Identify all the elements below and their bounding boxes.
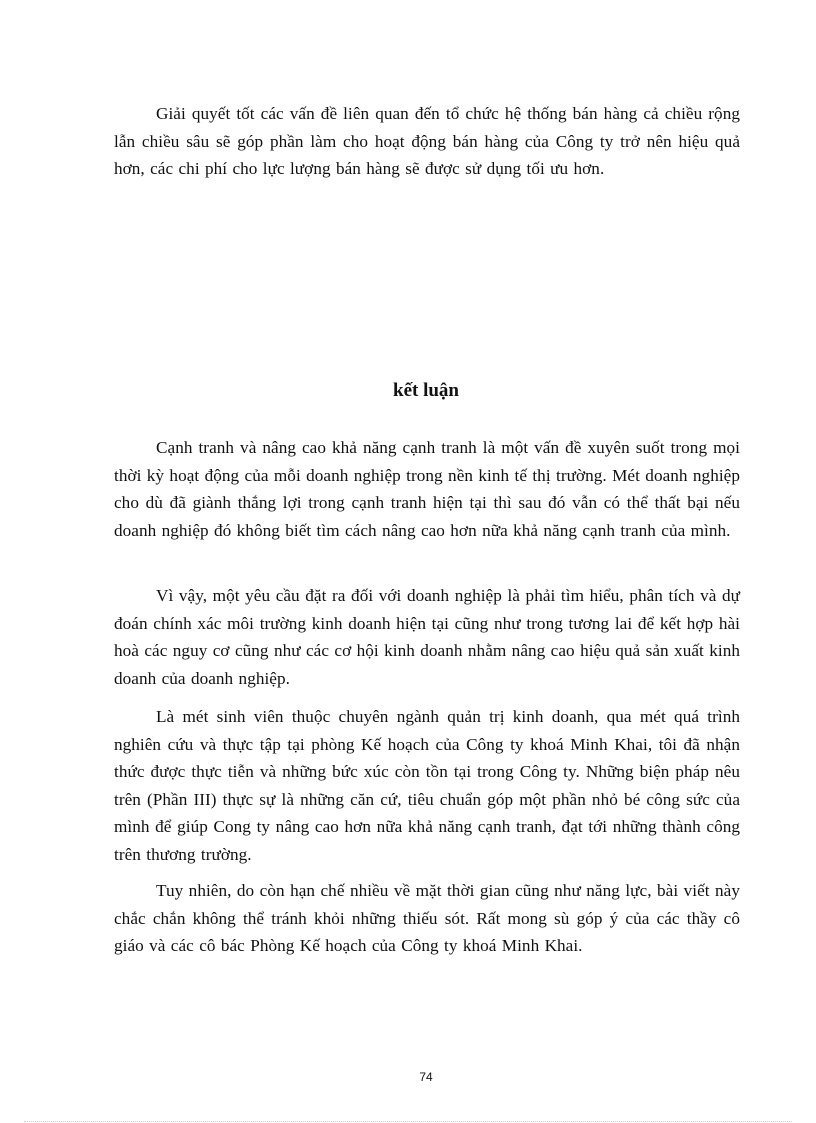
conclusion-paragraph-3: Là mét sinh viên thuộc chuyên ngành quản trị kinh doanh, qua mét quá trình nghiên cứu và thực tập tại phòng Kế hoạch của Công ty khoá Minh Khai, tôi đã nhận thức được thực tiễn và những bức xúc còn tồn tại trong Công ty. Những biện pháp nêu trên (Phần III) thực sự là những căn cứ, tiêu chuẩn góp một phần nhỏ bé công sức của mình để giúp Cong ty nâng cao hơn nữa khả năng cạnh tranh, đạt tới những thành công trên thương trường. xyxy=(114,707,740,864)
page-number: 74 xyxy=(419,1070,433,1084)
conclusion-paragraph-2: Vì vậy, một yêu cầu đặt ra đối với doanh nghiệp là phải tìm hiểu, phân tích và dự đoán chính xác môi trường kinh doanh hiện tại cũng như trong tương lai để kết hợp hài hoà các nguy cơ cũng như các cơ hội kinh doanh nhằm nâng cao hiệu quả sản xuất kinh doanh của doanh nghiệp. xyxy=(114,586,740,688)
section-heading: kết luận xyxy=(393,380,459,401)
conclusion-paragraph-4: Tuy nhiên, do còn hạn chế nhiều về mặt thời gian cũng như năng lực, bài viết này chắc chắn không thể tránh khỏi những thiếu sót. Rất mong sù góp ý của các thầy cô giáo và các cô bác Phòng Kế hoạch của Công ty khoá Minh Khai. xyxy=(114,881,740,955)
intro-paragraph: Giải quyết tốt các vấn đề liên quan đến tổ chức hệ thống bán hàng cả chiều rộng lẫn chiều sâu sẽ góp phần làm cho hoạt động bán hàng của Công ty trở nên hiệu quả hơn, các chi phí cho lực lượng bán hàng sẽ được sử dụng tối ưu hơn. xyxy=(114,104,740,178)
conclusion-paragraph-1: Cạnh tranh và nâng cao khả năng cạnh tranh là một vấn đề xuyên suốt trong mọi thời kỳ hoạt động của mỗi doanh nghiệp trong nền kinh tế thị trường. Mét doanh nghiệp cho dù đã giành thắng lợi trong cạnh tranh hiện tại thì sau đó vẫn có thể thất bại nếu doanh nghiệp đó không biết tìm cách nâng cao hơn nữa khả năng cạnh tranh của mình. xyxy=(114,438,740,540)
footer-divider xyxy=(24,1121,792,1122)
